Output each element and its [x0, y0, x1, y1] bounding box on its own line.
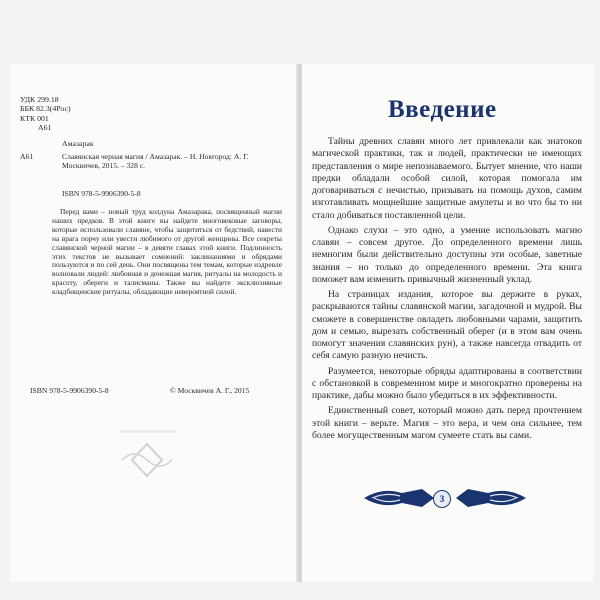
ktk-code: КТК 001	[20, 113, 49, 123]
isbn-top: ISBN 978-5-9906390-5-8	[62, 189, 141, 198]
introduction-text	[312, 136, 582, 445]
annotation-text: Перед вами – новый труд колдуна Амазарака, посвященный магии наших предков. В этой книге вы найдете многовековые заговоры, которые использовали славяне, чтобы защититься от бедствий, навести на врага порчу или увести любимого от другой женщины. Все секреты славянской черной магии – в девяти главах этой книги. Подлинность этих текстов не вызывает сомнений: заклинаниями и обрядами пользуются и по сей день. Они посвящены тем темам, которые издревле волновали людей: любовная и денежная магия, ритуалы на молодость и красоту, обереги и талисманы. Также вы найдете эксклюзивные кладбищенские ритуалы, обладающие невероятной силой.	[52, 207, 282, 297]
chapter-title: Введение	[388, 96, 497, 123]
author-sign: А61	[38, 122, 52, 132]
classification-block	[20, 95, 71, 132]
isbn-bottom: ISBN 978-5-9906390-5-8	[30, 386, 109, 395]
udk-code: УДК 299.18	[20, 95, 59, 104]
paragraph: Однако слухи – это одно, а умение использовать магию славян – совсем другое. До определенного времени лишь немногим были действительно доступны эти особые, заветные знания – но только до определенного времени. Эта книга поможет вам изменить привычный жизненный уклад.	[312, 224, 582, 285]
paragraph: Разумеется, некоторые обряды адаптированы в соответствии с обстановкой в современном мире и многократно проверены на практике, дабы можно было убедиться в их эффективности.	[312, 365, 582, 401]
paragraph: На страницах издания, которое вы держите в руках, раскрываются тайны славянской магии, загадочной и мудрой. Вы сможете в совершенстве овладеть любовными чарами, защитить дом и семью, вырезать собственный оберег (и в этом вам очень помогут значения славянских рун), а также навсегда отвадить от себя самую разную нечисть.	[312, 289, 582, 362]
copyright-line: © Москвичев А. Г., 2015	[170, 386, 250, 395]
catalog-code: А61	[20, 152, 34, 161]
paragraph: Единственный совет, который можно дать перед прочтением этой книги – верьте. Магия – это вера, и чем она сильнее, тем более могущественным магом сумеете стать вы сами.	[312, 405, 582, 441]
show-through-emblem-icon	[112, 440, 182, 480]
paragraph: Тайны древних славян много лет привлекали как знатоков магической практики, так и людей, практически не имеющих представления о мире непознаваемого. Бытует мнение, что наши предки обладали особой силой, которая помогала им договариваться с нечистью, призывать на помощь духов, самим изготавливать мощнейшие защитные амулеты и во что бы то ни стало добиваться поставленной цели.	[312, 136, 582, 221]
bbk-code: ББК 82.3(4Рос)	[20, 104, 71, 114]
page-number: 3	[433, 490, 451, 508]
catalog-entry: Славянская черная магия / Амазарак. – Н. Новгород: А. Г. Москвичев, 2015. – 328 с.	[62, 152, 249, 171]
author-name: Амазарак	[62, 139, 94, 148]
show-through-bar	[120, 430, 175, 433]
left-page	[10, 64, 298, 582]
